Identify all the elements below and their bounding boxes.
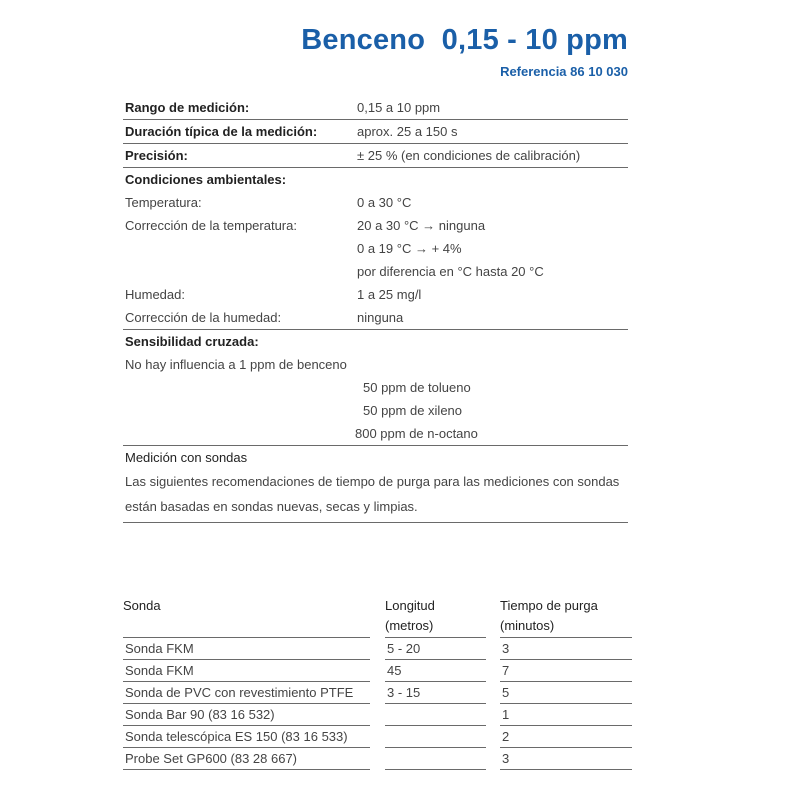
specifications-section: [123, 96, 628, 523]
table-cell-purge: 3: [500, 748, 632, 770]
document-title: Benceno 0,15 - 10 ppm: [301, 24, 628, 56]
table-cell-length: 5 - 20: [385, 638, 486, 660]
table-cell-length: [385, 748, 486, 770]
spec-row-duration: [123, 120, 628, 144]
cross-item: 50 ppm de xileno: [363, 403, 463, 418]
cross-item-row: [123, 399, 628, 422]
column-header-purge-unit: (minutos): [500, 618, 555, 633]
section-heading: Condiciones ambientales:: [125, 172, 287, 187]
spec-value: 0,15 a 10 ppm: [357, 100, 441, 115]
spec-value: 0 a 19 °C → + 4%: [357, 241, 462, 256]
table-cell-length: [385, 704, 486, 726]
spec-value: 1 a 25 mg/l: [357, 287, 422, 302]
probe-paragraph: Las siguientes recomendaciones de tiempo de purga para las mediciones con sondas están basadas en sondas nuevas, secas y limpias.: [123, 469, 628, 523]
table-cell-probe: Sonda de PVC con revestimiento PTFE: [123, 682, 370, 704]
cross-item-row: [123, 422, 628, 446]
section-heading: Sensibilidad cruzada:: [125, 334, 259, 349]
table-cell-purge: 3: [500, 638, 632, 660]
table-cell-probe: Probe Set GP600 (83 28 667): [123, 748, 370, 770]
table-cell-purge: 7: [500, 660, 632, 682]
spec-row-temp-correction-3: [123, 260, 628, 283]
spec-label: Rango de medición:: [125, 100, 250, 115]
spec-row-range: [123, 96, 628, 120]
column-header-probe: Sonda: [123, 598, 161, 613]
column-header-purge: Tiempo de purga: [500, 598, 598, 613]
table-cell-purge: 1: [500, 704, 632, 726]
table-cell-purge: 5: [500, 682, 632, 704]
table-cell-probe: Sonda FKM: [123, 638, 370, 660]
spec-row-humidity: [123, 283, 628, 306]
spec-row-temp-correction: [123, 214, 628, 237]
spec-value: ± 25 % (en condiciones de calibración): [357, 148, 581, 163]
column-header-length-unit: (metros): [385, 618, 434, 633]
spec-label: Corrección de la temperatura:: [125, 218, 297, 233]
cross-intro-row: [123, 353, 628, 376]
spec-label: Corrección de la humedad:: [125, 310, 282, 325]
spec-label: Humedad:: [125, 287, 185, 302]
spec-row-temp-correction-2: [123, 237, 628, 260]
table-cell-purge: 2: [500, 726, 632, 748]
spec-row-humidity-correction: [123, 306, 628, 330]
spec-value: aprox. 25 a 150 s: [357, 124, 458, 139]
spec-row-precision: [123, 144, 628, 168]
spec-value: por diferencia en °C hasta 20 °C: [357, 264, 544, 279]
cross-item: 800 ppm de n-octano: [355, 426, 478, 441]
ambient-heading-row: [123, 168, 628, 191]
probe-heading-row: [123, 446, 628, 469]
table-cell-length: 45: [385, 660, 486, 682]
column-header-length: Longitud: [385, 598, 435, 613]
spec-label: Temperatura:: [125, 195, 202, 210]
cross-intro-text: No hay influencia a 1 ppm de benceno: [125, 357, 347, 372]
cross-heading-row: [123, 330, 628, 353]
section-heading: Medición con sondas: [125, 450, 248, 465]
table-cell-probe: Sonda telescópica ES 150 (83 16 533): [123, 726, 370, 748]
spec-value: 0 a 30 °C: [357, 195, 412, 210]
table-cell-probe: Sonda Bar 90 (83 16 532): [123, 704, 370, 726]
cross-item: 50 ppm de tolueno: [363, 380, 471, 395]
cross-item-row: [123, 376, 628, 399]
reference-number: Referencia 86 10 030: [500, 64, 628, 79]
table-cell-probe: Sonda FKM: [123, 660, 370, 682]
table-cell-length: 3 - 15: [385, 682, 486, 704]
table-cell-length: [385, 726, 486, 748]
spec-row-temperature: [123, 191, 628, 214]
spec-label: Precisión:: [125, 148, 188, 163]
spec-value: 20 a 30 °C → ninguna: [357, 218, 486, 233]
spec-value: ninguna: [357, 310, 404, 325]
spec-label: Duración típica de la medición:: [125, 124, 318, 139]
